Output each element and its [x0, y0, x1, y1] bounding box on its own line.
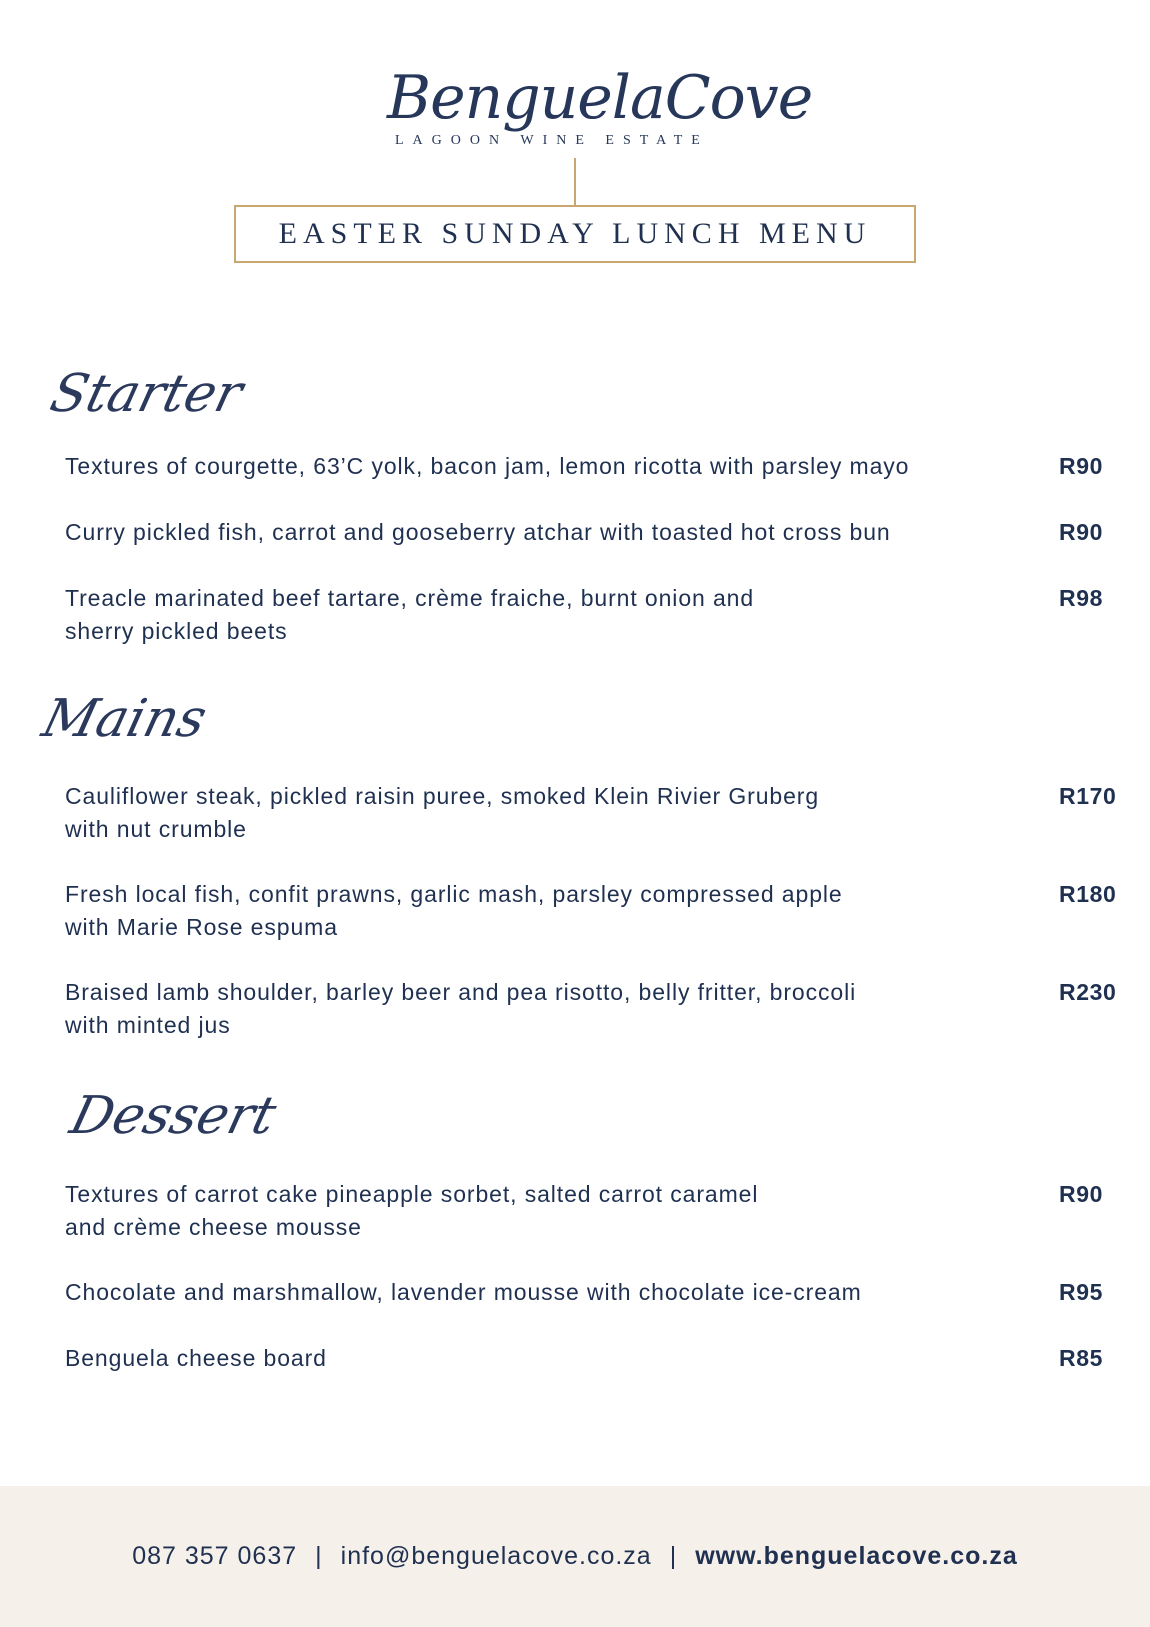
menu-item-price: R90 [1059, 1181, 1103, 1207]
menu-item-price: R95 [1059, 1279, 1103, 1305]
section-heading-mains: Mains [36, 689, 213, 749]
logo-connector-line [574, 158, 576, 206]
menu-item-price: R90 [1059, 453, 1103, 479]
menu-item-description: Braised lamb shoulder, barley beer and pea risotto, belly fritter, broccoli with minted jus [65, 979, 857, 1038]
menu-item-description: Chocolate and marshmallow, lavender mousse with chocolate ice-cream [65, 1279, 862, 1305]
menu-item-price: R170 [1059, 783, 1117, 809]
menu-item-description: Benguela cheese board [65, 1345, 327, 1371]
footer-separator: | [669, 1542, 678, 1570]
section-heading-starter: Starter [44, 364, 249, 424]
menu-item-description: Curry pickled fish, carrot and gooseberry atchar with toasted hot cross bun [65, 519, 891, 545]
menu-title: EASTER SUNDAY LUNCH MENU [278, 217, 872, 250]
menu-item-description: Cauliflower steak, pickled raisin puree, smoked Klein Rivier Gruberg with nut crumble [65, 783, 820, 842]
menu-title-box [234, 205, 916, 263]
footer-contact-bar [0, 1486, 1150, 1627]
logo-script: BenguelaCove [387, 63, 813, 133]
footer-separator: | [315, 1542, 323, 1570]
footer-phone[interactable]: 087 357 0637 [132, 1542, 298, 1570]
menu-item-price: R230 [1059, 979, 1117, 1005]
menu-item-price: R90 [1059, 519, 1103, 545]
logo [375, 60, 813, 170]
footer-website[interactable]: www.benguelacove.co.za [695, 1542, 1018, 1570]
menu-item-price: R85 [1059, 1345, 1103, 1371]
menu-item-description: Fresh local fish, confit prawns, garlic mash, parsley compressed apple with Marie Rose espuma [65, 881, 843, 940]
menu-item-description: Textures of courgette, 63’C yolk, bacon jam, lemon ricotta with parsley mayo [65, 453, 910, 479]
footer-email[interactable]: info@benguelacove.co.za [340, 1542, 652, 1570]
menu-item-price: R180 [1059, 881, 1117, 907]
logo-subtitle: LAGOON WINE ESTATE [395, 133, 709, 148]
menu-item-description: Textures of carrot cake pineapple sorbet, salted carrot caramel and crème cheese mousse [65, 1181, 759, 1240]
section-heading-dessert: Dessert [64, 1086, 282, 1146]
menu-item-description: Treacle marinated beef tartare, crème fraiche, burnt onion and sherry pickled beets [65, 585, 755, 644]
menu-item-price: R98 [1059, 585, 1103, 611]
